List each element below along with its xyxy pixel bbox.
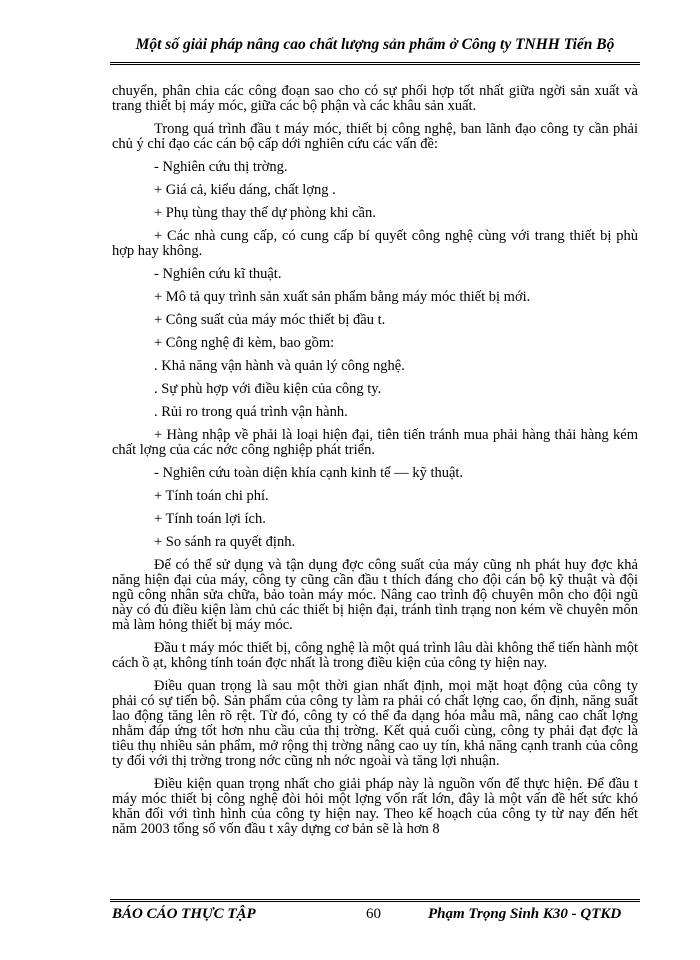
paragraph: Để có thể sử dụng và tận dụng đợc công suất của máy cũng nh phát huy đợc khả năng hiện đại của máy, công ty cũng cần đầu t thích đáng cho đội cán bộ kỹ thuật và đội ngũ công nhân sửa chữa, bảo toàn máy móc. Nâng cao trình độ chuyên môn cho đội ngũ này có đủ điều kiện làm chủ các thiết bị hiện đại, tránh tình trạng non kém về chuyên môn mà làm hỏng thiết bị máy móc. bbox=[112, 557, 638, 633]
list-item: . Rủi ro trong quá trình vận hành. bbox=[154, 404, 348, 420]
footer-report-label: BÁO CÁO THỰC TẬP bbox=[112, 906, 256, 922]
page-header-title: Một số giải pháp nâng cao chất lượng sản phẩm ở Công ty TNHH Tiến Bộ bbox=[135, 36, 615, 53]
paragraph: chuyển, phân chia các công đoạn sao cho có sự phối hợp tốt nhất giữa ngời sản xuất và trang thiết bị máy móc, giữa các bộ phận và các khâu sản xuất. bbox=[112, 83, 638, 114]
list-item: + Công nghệ đi kèm, bao gồm: bbox=[154, 335, 335, 351]
body-text bbox=[112, 84, 638, 845]
list-item: + Phụ tùng thay thế dự phòng khi cần. bbox=[154, 205, 376, 221]
paragraph: + Các nhà cung cấp, có cung cấp bí quyết công nghệ cùng với trang thiết bị phù hợp hay không. bbox=[112, 228, 638, 259]
list-item: + Tính toán chi phí. bbox=[154, 488, 269, 504]
footer-author: Phạm Trọng Sinh K30 - QTKD bbox=[428, 906, 622, 922]
footer-rule-secondary bbox=[110, 901, 640, 902]
list-item: + Công suất của máy móc thiết bị đầu t. bbox=[154, 312, 386, 328]
header-rule bbox=[110, 62, 640, 63]
paragraph: + Hàng nhập về phải là loại hiện đại, tiên tiến tránh mua phải hàng thải hàng kém chất lợng của các nớc công nghiệp phát triển. bbox=[112, 427, 638, 458]
list-item: + Giá cả, kiểu dáng, chất lợng . bbox=[154, 182, 336, 198]
paragraph: Điều quan trọng là sau một thời gian nhất định, mọi mặt hoạt động của công ty phải có sự tiến bộ. Sản phẩm của công ty làm ra phải có chất lợng cao, ổn định, năng suất lao động tăng lên rõ rệt. Từ đó, công ty có thể đa dạng hóa mẫu mã, nâng cao chất lợng nhằm đáp ứng tốt hơn nhu cầu của thị trờng. Kết quả cuối cùng, công ty phải đạt đợc là tiêu thụ nhiều sản phẩm, mở rộng thị trờng nâng cao uy tín, khả năng cạnh tranh của công ty đối với thị trờng trong nớc cũng nh nớc ngoài và tăng lợi nhuận. bbox=[112, 678, 638, 769]
page-number: 60 bbox=[366, 906, 381, 922]
list-item: . Khả năng vận hành và quản lý công nghệ. bbox=[154, 358, 405, 374]
list-item: + So sánh ra quyết định. bbox=[154, 534, 296, 550]
header-rule-secondary bbox=[110, 64, 640, 65]
list-item: - Nghiên cứu thị trờng. bbox=[154, 159, 288, 175]
list-item: + Mô tả quy trình sản xuất sản phẩm bằng máy móc thiết bị mới. bbox=[154, 289, 531, 305]
list-item: - Nghiên cứu toàn diện khía cạnh kinh tế — kỹ thuật. bbox=[154, 465, 464, 481]
paragraph: Đầu t máy móc thiết bị, công nghệ là một quá trình lâu dài không thể tiến hành một cách ồ ạt, không tính toán đợc nhất là trong điều kiện của công ty hiện nay. bbox=[112, 640, 638, 671]
list-item: . Sự phù hợp với điều kiện của công ty. bbox=[154, 381, 382, 397]
paragraph: Trong quá trình đầu t máy móc, thiết bị công nghệ, ban lãnh đạo công ty cần phải chủ ý chỉ đạo các cán bộ cấp dới nghiên cứu các vấn đề: bbox=[112, 121, 638, 152]
list-item: - Nghiên cứu kĩ thuật. bbox=[154, 266, 282, 282]
paragraph: Điều kiện quan trọng nhất cho giải pháp này là nguồn vốn để thực hiện. Để đầu t máy móc thiết bị công nghệ đòi hỏi một lợng vốn rất lớn, đây là một vấn đề hết sức khó khăn đối với tình hình của công ty hiện nay. Theo kế hoạch của công ty từ nay đến hết năm 2003 tổng số vốn đầu t xây dựng cơ bản sẽ là hơn 8 bbox=[112, 776, 638, 837]
footer-rule bbox=[110, 899, 640, 900]
list-item: + Tính toán lợi ích. bbox=[154, 511, 266, 527]
